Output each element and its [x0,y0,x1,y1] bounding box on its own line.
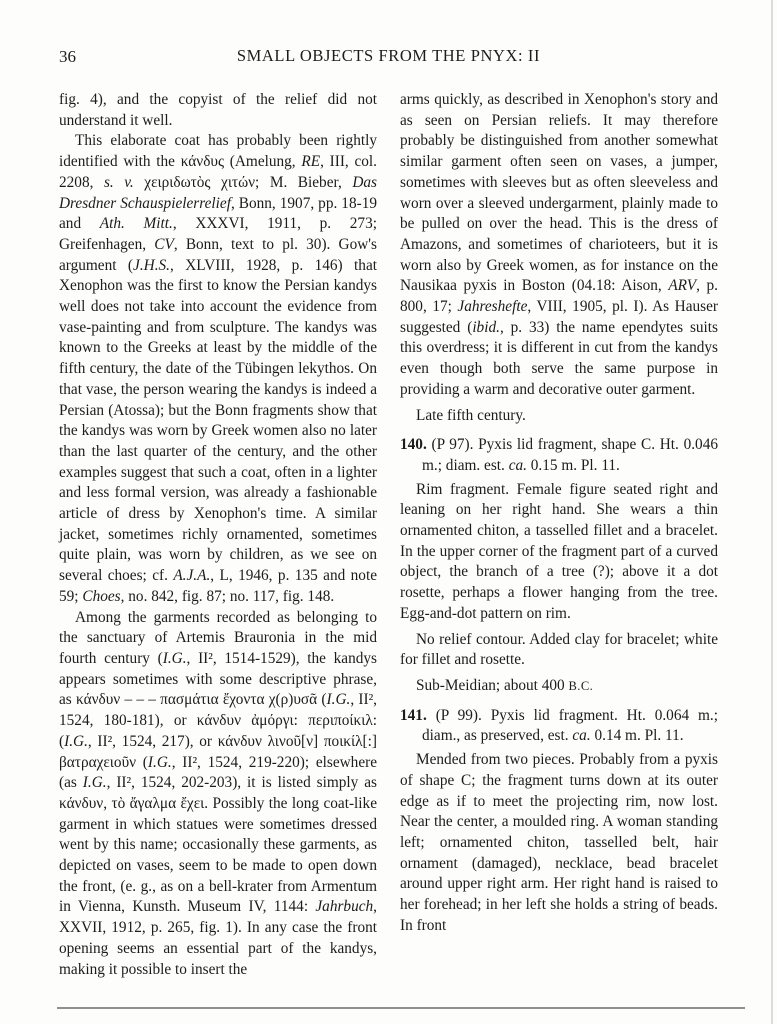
para-copyist-continuation: fig. 4), and the copyist of the relief did not understand it well. [59,91,377,129]
para-late-fifth-century: Late fifth century. [416,406,526,424]
scan-artifact-bottom-line [57,1007,745,1009]
page-number: 36 [59,47,76,66]
left-column [59,90,377,980]
entry-140-description: Rim fragment. Female figure seated right and leaning on her right hand. She wears a thin ornamented chiton, a tasselled fillet and a bracelet. In the upper corner of the fragment part of a curved object, the branch of a tree (?); above it a dot rosette, perhaps a flower hanging from the tree. Egg-and-dot pattern on rim. [400,480,718,622]
text-columns [59,90,718,980]
page-header [59,46,718,70]
para-kandys-identification: This elaborate coat has probably been rightly identified with the κάνδυς (Amelung, RE, III, col. 2208, s. v. χειριδωτὸς χιτών; M. Bieber, Das Dresdner Schauspielerrelief, Bonn, 1907, pp. 18-19 and Ath. Mitt., XXXVI, 1911, p. 273; Greifenhagen, CV, Bonn, text to pl. 30). Gow's argument (J.H.S., XLVIII, 1928, p. 146) that Xenophon was the first to know the Persian kandys well does not take into account the evidence from vase-painting and from sculpture. The kandys was known to the Greeks at least by the middle of the fifth century, the date of the Tübingen lekythos. On that vase, the person wearing the kandys is indeed a Persian (Atossa); but the Bonn fragments show that the kandys was worn by Greek women also no later than the last quarter of the century, and the other examples suggest that such a coat, often in a lighter and less formal version, was already a fashionable article of dress by Xenophon's time. A similar jacket, sometimes richly ornamented, sometimes quite plain, was worn by children, as we see on several choes; cf. A.J.A., L, 1946, p. 135 and note 59; Choes, no. 842, fig. 87; no. 117, fig. 148. [59,132,378,605]
entry-141-description: Mended from two pieces. Probably from a pyxis of shape C; the fragment turns down at its outer edge as if to meet the projecting rim, now lost. Near the center, a moulded ring. A woman standing left; ornamented chiton, tasselled belt, hair ornament (damaged), necklace, bead bracelet around upper right arm. Her right hand is raised to her forehead; in her left she holds a string of beads. In front [400,751,718,934]
scan-artifact-right-edge [771,0,773,1024]
para-arms-quickly-continuation: arms quickly, as described in Xenophon's story and as seen on Persian reliefs. It may therefore probably be distinguished from another somewhat similar garment often seen on vases, a jumper, sometimes with sleeves but as often sleeveless and worn over a sleeved undergarment, plainly made to be pulled on over the head. This is the dress of Amazons, and sometimes of charioteers, but it is worn also by Greek women, as for instance on the Nausikaa pyxis in Boston (04.18: Aison, ARV, p. 800, 17; Jahreshefte, VIII, 1905, pl. I). As Hauser suggested (ibid., p. 33) the name ependytes suits this overdress; it is different in cut from the kandys even though both serve the same purpose in providing a warm and decorative outer garment. [400,91,718,398]
running-head: SMALL OBJECTS FROM THE PNYX: II [236,46,541,65]
entry-141-heading: 141. (P 99). Pyxis lid fragment. Ht. 0.064 m.; diam., as preserved, est. ca. 0.14 m. Pl. 11. [400,706,718,745]
entry-140-heading: 140. (P 97). Pyxis lid fragment, shape C. Ht. 0.046 m.; diam. est. ca. 0.15 m. Pl. 11. [400,436,718,474]
entry-140-technique: No relief contour. Added clay for bracelet; white for fillet and rosette. [400,630,718,669]
para-brauronia-inventories: Among the garments recorded as belonging to the sanctuary of Artemis Brauronia in the mid fourth century (I.G., II², 1514-1529), the kandys appears sometimes with some descriptive phrase, as κάνδυν – – – πασμάτια ἔχοντα χ(ρ)υσᾶ (I.G., II², 1524, 180-181), or κάνδυν ἀμόργι: περιποίκιλ: (I.G., II², 1524, 217), or κάνδυν λινοῦ[ν] ποικίλ[:] βατραχειοῦν (I.G., II², 1524, 219-220); elsewhere (as I.G., II², 1524, 202-203), it is listed simply as κάνδυν, τὸ ἄγαλμα ἔχει. Possibly the long coat-like garment in which statues were sometimes dressed went by this name; occasionally these garments, as depicted on vases, seem to be made to open down the front, (e. g., as on a bell-krater from Armentum in Vienna, Kunsth. Museum IV, 1144: Jahrbuch, XXVII, 1912, p. 265, fig. 1). In any case the front opening seems an essential part of the kandys, making it possible to insert the [59,608,378,978]
entry-140-date: Sub-Meidian; about 400 B.C. [416,676,594,694]
page-content [59,46,718,980]
right-column [400,90,718,936]
